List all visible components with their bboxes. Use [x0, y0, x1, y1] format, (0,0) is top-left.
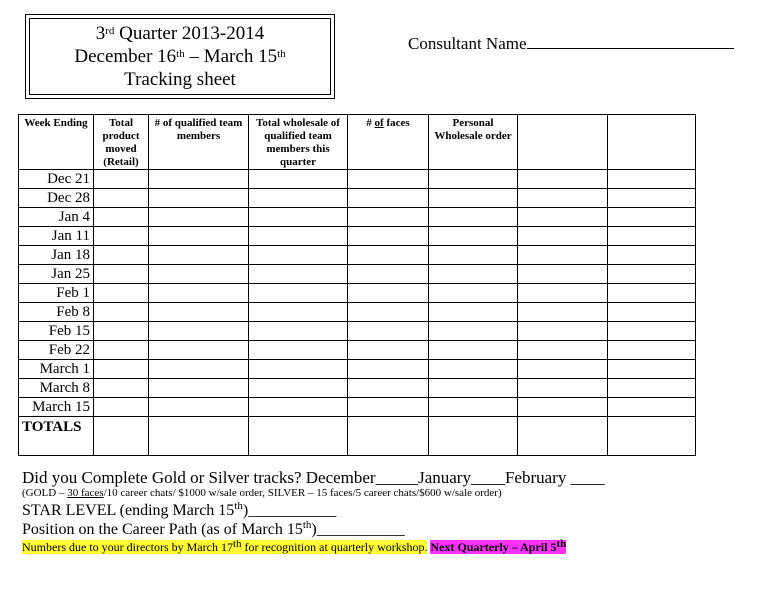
- entry-cell[interactable]: [608, 170, 696, 189]
- totals-label: TOTALS: [19, 417, 94, 456]
- entry-cell[interactable]: [518, 227, 608, 246]
- entry-cell[interactable]: [518, 246, 608, 265]
- entry-cell[interactable]: [149, 189, 249, 208]
- entry-cell[interactable]: [429, 208, 518, 227]
- entry-cell[interactable]: [149, 398, 249, 417]
- entry-cell[interactable]: [518, 341, 608, 360]
- career-path-line: Position on the Career Path (as of March 15th)___________: [22, 519, 405, 538]
- entry-cell[interactable]: [608, 284, 696, 303]
- entry-cell[interactable]: [94, 360, 149, 379]
- week-ending-cell: March 8: [19, 379, 94, 398]
- entry-cell[interactable]: [249, 265, 348, 284]
- entry-cell[interactable]: [518, 284, 608, 303]
- entry-cell[interactable]: [348, 265, 429, 284]
- entry-cell[interactable]: [429, 189, 518, 208]
- tracks-question: Did you Complete Gold or Silver tracks? December_____January____February ____: [22, 468, 605, 487]
- entry-cell[interactable]: [249, 322, 348, 341]
- week-ending-cell: Jan 4: [19, 208, 94, 227]
- header-faces: # of faces: [348, 115, 429, 170]
- total-cell[interactable]: [348, 417, 429, 456]
- total-cell[interactable]: [608, 417, 696, 456]
- entry-cell[interactable]: [249, 227, 348, 246]
- entry-cell[interactable]: [429, 170, 518, 189]
- title-inner-frame: [29, 18, 331, 95]
- entry-cell[interactable]: [94, 246, 149, 265]
- entry-cell[interactable]: [94, 322, 149, 341]
- entry-cell[interactable]: [429, 246, 518, 265]
- date-range: December 16th – March 15th: [74, 46, 286, 67]
- entry-cell[interactable]: [149, 379, 249, 398]
- table-row: [19, 341, 696, 360]
- week-ending-cell: Jan 18: [19, 246, 94, 265]
- consultant-name-blank[interactable]: [527, 34, 734, 49]
- entry-cell[interactable]: [608, 379, 696, 398]
- quarter-title: 3rd Quarter 2013-2014: [95, 23, 265, 44]
- table-row: [19, 360, 696, 379]
- entry-cell[interactable]: [348, 398, 429, 417]
- week-ending-cell: Feb 8: [19, 303, 94, 322]
- consultant-name-label: Consultant Name: [408, 34, 527, 53]
- star-level-line: STAR LEVEL (ending March 15th)___________: [22, 500, 337, 519]
- entry-cell[interactable]: [249, 303, 348, 322]
- table-row: [19, 189, 696, 208]
- entry-cell[interactable]: [94, 398, 149, 417]
- entry-cell[interactable]: [348, 379, 429, 398]
- entry-cell[interactable]: [249, 208, 348, 227]
- entry-cell[interactable]: [608, 246, 696, 265]
- week-ending-cell: March 15: [19, 398, 94, 417]
- entry-cell[interactable]: [608, 189, 696, 208]
- entry-cell[interactable]: [249, 341, 348, 360]
- entry-cell[interactable]: [518, 398, 608, 417]
- table-row: [19, 379, 696, 398]
- entry-cell[interactable]: [608, 398, 696, 417]
- entry-cell[interactable]: [94, 303, 149, 322]
- entry-cell[interactable]: [249, 246, 348, 265]
- entry-cell[interactable]: [249, 189, 348, 208]
- week-ending-cell: Jan 11: [19, 227, 94, 246]
- header-week-ending: Week Ending: [19, 115, 94, 170]
- entry-cell[interactable]: [429, 398, 518, 417]
- entry-cell[interactable]: [149, 227, 249, 246]
- header-total-product: Total product moved (Retail): [94, 115, 149, 170]
- header-total-wholesale: Total wholesale of qualified team members this quarter: [249, 115, 348, 170]
- entry-cell[interactable]: [518, 322, 608, 341]
- table-row: [19, 322, 696, 341]
- entry-cell[interactable]: [429, 265, 518, 284]
- entry-cell[interactable]: [429, 227, 518, 246]
- table-row: [19, 227, 696, 246]
- entry-cell[interactable]: [149, 284, 249, 303]
- entry-cell[interactable]: [518, 170, 608, 189]
- table-row: [19, 284, 696, 303]
- entry-cell[interactable]: [348, 227, 429, 246]
- entry-cell[interactable]: [348, 284, 429, 303]
- entry-cell[interactable]: [429, 341, 518, 360]
- entry-cell[interactable]: [94, 189, 149, 208]
- total-cell[interactable]: [249, 417, 348, 456]
- entry-cell[interactable]: [94, 208, 149, 227]
- entry-cell[interactable]: [149, 208, 249, 227]
- entry-cell[interactable]: [94, 284, 149, 303]
- table-row: [19, 246, 696, 265]
- entry-cell[interactable]: [608, 303, 696, 322]
- table-row: [19, 398, 696, 417]
- entry-cell[interactable]: [348, 303, 429, 322]
- entry-cell[interactable]: [94, 170, 149, 189]
- entry-cell[interactable]: [608, 208, 696, 227]
- entry-cell[interactable]: [429, 322, 518, 341]
- entry-cell[interactable]: [149, 170, 249, 189]
- entry-cell[interactable]: [249, 398, 348, 417]
- entry-cell[interactable]: [249, 379, 348, 398]
- entry-cell[interactable]: [518, 303, 608, 322]
- entry-cell[interactable]: [518, 379, 608, 398]
- entry-cell[interactable]: [94, 227, 149, 246]
- total-cell[interactable]: [149, 417, 249, 456]
- entry-cell[interactable]: [608, 341, 696, 360]
- next-quarterly-highlight: Next Quarterly – April 5th: [430, 538, 567, 554]
- due-notice: [22, 540, 566, 555]
- table-row: [19, 265, 696, 284]
- entry-cell[interactable]: [94, 341, 149, 360]
- entry-cell[interactable]: [149, 265, 249, 284]
- entry-cell[interactable]: [149, 246, 249, 265]
- entry-cell[interactable]: [149, 322, 249, 341]
- due-highlight: Numbers due to your directors by March 17th for recognition at quarterly workshop.: [22, 538, 428, 554]
- total-cell[interactable]: [94, 417, 149, 456]
- entry-cell[interactable]: [348, 208, 429, 227]
- week-ending-cell: Dec 28: [19, 189, 94, 208]
- entry-cell[interactable]: [149, 360, 249, 379]
- week-ending-cell: Feb 22: [19, 341, 94, 360]
- entry-cell[interactable]: [429, 360, 518, 379]
- entry-cell[interactable]: [518, 360, 608, 379]
- table-row: [19, 303, 696, 322]
- entry-cell[interactable]: [348, 322, 429, 341]
- sheet-title: Tracking sheet: [124, 69, 236, 90]
- week-ending-cell: Jan 25: [19, 265, 94, 284]
- entry-cell[interactable]: [348, 189, 429, 208]
- title-box: [25, 14, 335, 99]
- total-cell[interactable]: [429, 417, 518, 456]
- week-ending-cell: Dec 21: [19, 170, 94, 189]
- entry-cell[interactable]: [94, 379, 149, 398]
- entry-cell[interactable]: [429, 379, 518, 398]
- entry-cell[interactable]: [249, 170, 348, 189]
- entry-cell[interactable]: [249, 360, 348, 379]
- entry-cell[interactable]: [608, 360, 696, 379]
- header-personal-wholesale: Personal Wholesale order: [429, 115, 518, 170]
- entry-cell[interactable]: [518, 208, 608, 227]
- entry-cell[interactable]: [249, 284, 348, 303]
- totals-row: [19, 417, 696, 456]
- consultant-name-field[interactable]: [408, 34, 734, 54]
- entry-cell[interactable]: [429, 303, 518, 322]
- week-ending-cell: Feb 1: [19, 284, 94, 303]
- header-blank-1: [518, 115, 608, 170]
- week-ending-cell: Feb 15: [19, 322, 94, 341]
- entry-cell[interactable]: [348, 341, 429, 360]
- entry-cell[interactable]: [149, 303, 249, 322]
- entry-cell[interactable]: [149, 341, 249, 360]
- table-row: [19, 170, 696, 189]
- tracks-criteria: (GOLD – 30 faces/10 career chats/ $1000 w/sale order, SILVER – 15 faces/5 career chats/$600 w/sale order): [22, 487, 502, 499]
- entry-cell[interactable]: [608, 227, 696, 246]
- entry-cell[interactable]: [348, 246, 429, 265]
- header-blank-2: [608, 115, 696, 170]
- total-cell[interactable]: [518, 417, 608, 456]
- entry-cell[interactable]: [518, 189, 608, 208]
- tracking-table: [18, 114, 696, 456]
- entry-cell[interactable]: [348, 170, 429, 189]
- table-row: [19, 208, 696, 227]
- entry-cell[interactable]: [429, 284, 518, 303]
- week-ending-cell: March 1: [19, 360, 94, 379]
- table-header-row: [19, 115, 696, 170]
- header-qualified-members: # of qualified team members: [149, 115, 249, 170]
- entry-cell[interactable]: [608, 265, 696, 284]
- entry-cell[interactable]: [348, 360, 429, 379]
- entry-cell[interactable]: [518, 265, 608, 284]
- entry-cell[interactable]: [608, 322, 696, 341]
- entry-cell[interactable]: [94, 265, 149, 284]
